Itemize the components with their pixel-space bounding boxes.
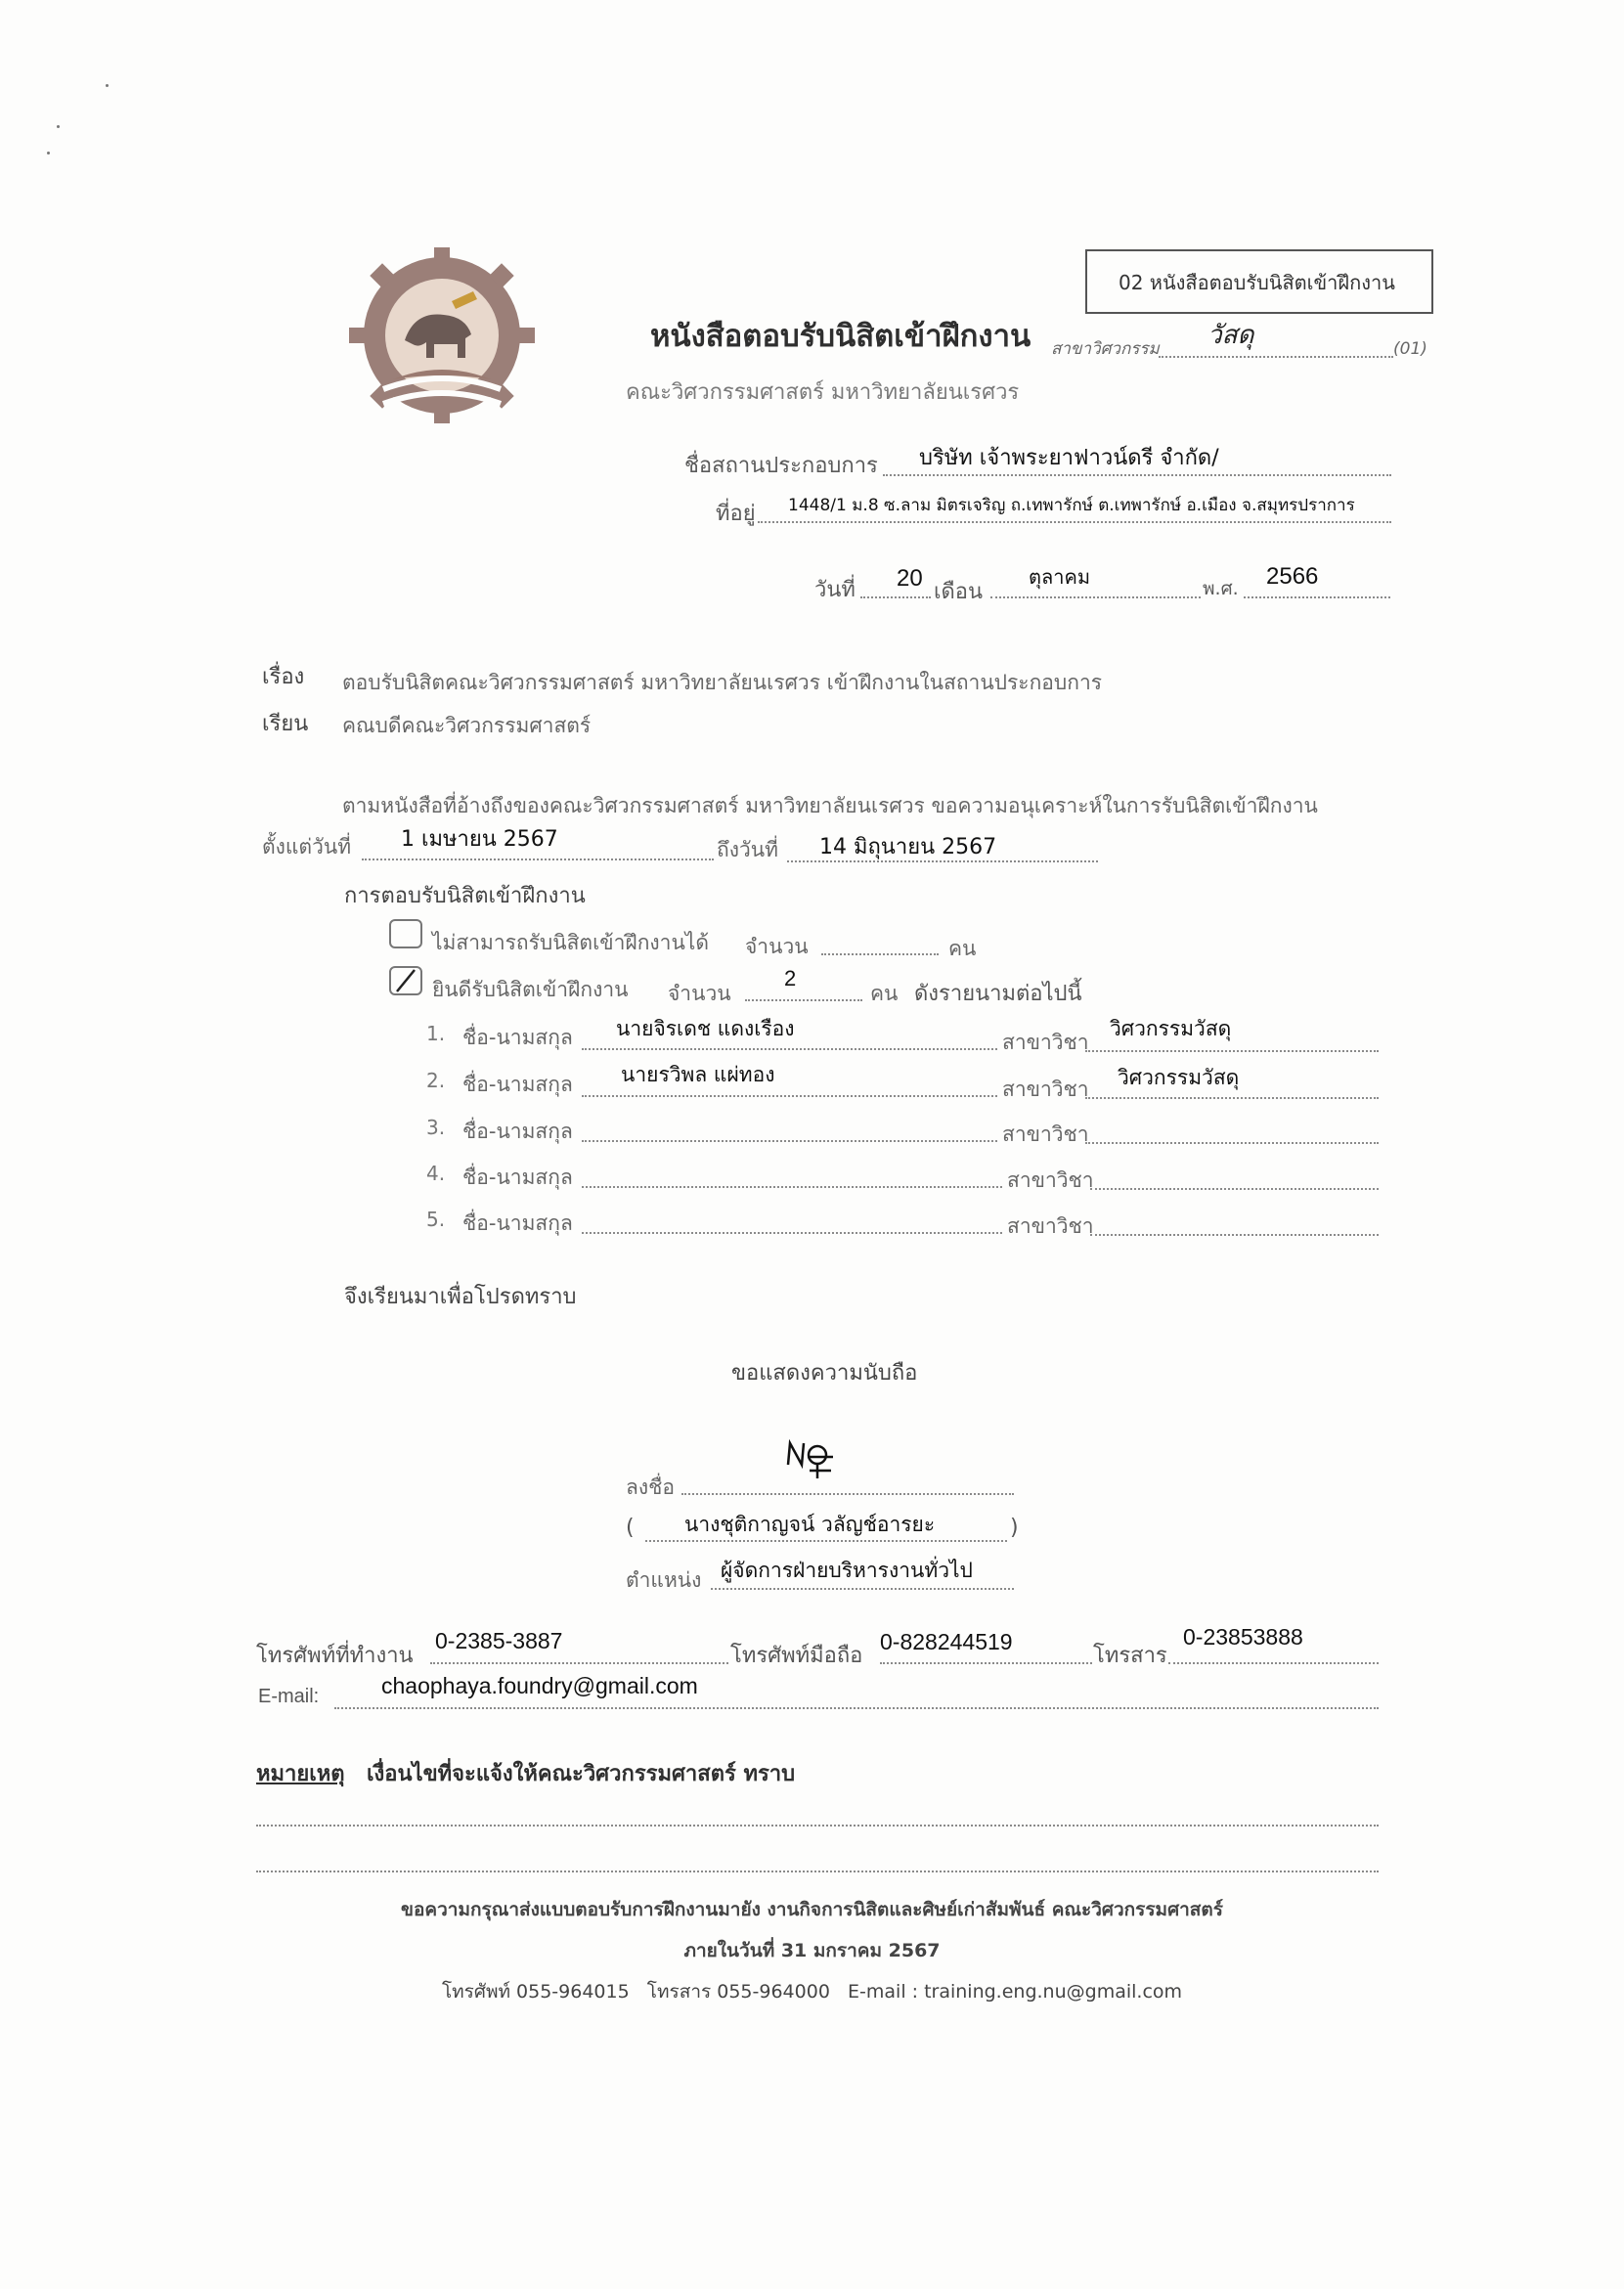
student-name-label: ชื่อ-นามสกุล [462, 1166, 573, 1189]
form-code-box-text: 02 หนังสือตอบรับนิสิตเข้าฝึกงาน [1119, 271, 1395, 294]
major-label: สาขาวิศวกรรม [1051, 339, 1160, 359]
fax-dotline [1168, 1662, 1379, 1664]
mobile-label: โทรศัพท์มือถือ [730, 1644, 863, 1668]
footer-line-2: ภายในวันที่ 31 มกราคม 2567 [683, 1940, 941, 1961]
date-year-dotline [1244, 596, 1390, 598]
to-label: เรียน [262, 712, 309, 736]
acceptance-heading: การตอบรับนิสิตเข้าฝึกงาน [344, 884, 586, 908]
date-month-label: เดือน [934, 580, 984, 604]
date-month-value: ตุลาคม [1029, 565, 1091, 589]
body-to-label: ถึงวันที่ [717, 838, 778, 861]
date-year-label: พ.ศ. [1203, 578, 1239, 599]
document-subtitle: คณะวิศวกรรมศาสตร์ มหาวิทยาลัยนเรศวร [626, 380, 1020, 405]
fax-label: โทรสาร [1093, 1644, 1167, 1668]
body-to-value: 14 มิถุนายน 2567 [819, 835, 997, 859]
reject-checkbox[interactable] [389, 919, 422, 948]
signer-name: นางชุติกาญจน์ วลัญช์อารยะ [684, 1513, 936, 1536]
company-name-label: ชื่อสถานประกอบการ [684, 454, 878, 478]
reject-option-label: ไม่สามารถรับนิสิตเข้าฝึกงานได้ [432, 931, 710, 954]
email-dotline [334, 1707, 1379, 1709]
student-major-dotline [1090, 1234, 1379, 1236]
sign-label: ลงชื่อ [626, 1475, 675, 1499]
scan-speck [47, 152, 50, 154]
note-dotline [256, 1871, 1379, 1872]
form-code-box [1085, 249, 1433, 314]
student-major-label: สาขาวิชา [1007, 1168, 1094, 1192]
student-name-label: ชื่อ-นามสกุล [462, 1026, 573, 1049]
date-day-value: 20 [897, 565, 923, 592]
student-name-dotline [582, 1186, 1002, 1188]
office-phone-value: 0-2385-3887 [435, 1628, 563, 1653]
student-major-label: สาขาวิชา [1002, 1122, 1089, 1146]
student-name-label: ชื่อ-นามสกุล [462, 1073, 573, 1096]
body-from-label: ตั้งแต่วันที่ [262, 835, 352, 858]
note-label: หมายเหตุ [256, 1762, 345, 1786]
company-name-value: บริษัท เจ้าพระยาฟาวน์ดรี จำกัด/ [919, 446, 1219, 470]
handwritten-signature [782, 1435, 841, 1484]
student-name-label: ชื่อ-นามสกุล [462, 1120, 573, 1143]
body-intro: ตามหนังสือที่อ้างถึงของคณะวิศวกรรมศาสตร์ มหาวิทยาลัยนเรศวร ขอความอนุเคราะห์ในการรับนิสิตเข้าฝึกงาน [342, 794, 1318, 817]
student-name-dotline [582, 1232, 1002, 1234]
student-name-value: นายรวิพล แผ่ทอง [621, 1063, 775, 1086]
position-label: ตำแหน่ง [626, 1568, 702, 1592]
document-title: หนังสือตอบรับนิสิตเข้าฝึกงาน [650, 319, 1031, 354]
student-major-dotline [1090, 1188, 1379, 1190]
signer-close-paren: ) [1010, 1516, 1019, 1540]
reject-count-label: จำนวน [745, 935, 809, 958]
note-text: เงื่อนไขที่จะแจ้งให้คณะวิศวกรรมศาสตร์ ทราบ [367, 1762, 796, 1786]
position-value: ผู้จัดการฝ่ายบริหารงานทั่วไป [721, 1559, 973, 1582]
faculty-logo [344, 242, 540, 428]
student-major-label: สาขาวิชา [1002, 1031, 1089, 1054]
student-name-dotline [582, 1095, 997, 1097]
student-number: 3. [426, 1116, 446, 1139]
date-month-dotline [990, 596, 1201, 598]
accept-count-dotline [745, 999, 862, 1001]
student-name-dotline [582, 1140, 997, 1142]
form-code: (01) [1393, 339, 1427, 359]
student-name-dotline [582, 1048, 997, 1050]
signer-open-paren: ( [626, 1516, 635, 1540]
closing-regards: ขอแสดงความนับถือ [731, 1361, 918, 1386]
student-major-label: สาขาวิชา [1007, 1214, 1094, 1238]
major-value: วัสดุ [1207, 320, 1254, 349]
email-value: chaophaya.foundry@gmail.com [381, 1673, 698, 1698]
body-from-dotline [362, 858, 714, 860]
student-major-label: สาขาวิชา [1002, 1078, 1089, 1101]
accept-count-label: จำนวน [668, 982, 731, 1005]
accept-list-label: ดังรายนามต่อไปนี้ [914, 982, 1082, 1006]
date-day-dotline [860, 596, 931, 598]
student-major-dotline [1085, 1097, 1379, 1099]
accept-checkbox[interactable] [389, 966, 422, 995]
scan-speck [57, 125, 60, 128]
mobile-value: 0-828244519 [880, 1629, 1013, 1654]
note-dotline [256, 1825, 1379, 1827]
student-name-label: ชื่อ-นามสกุล [462, 1211, 573, 1235]
date-day-label: วันที่ [814, 578, 856, 602]
major-dotline [1159, 356, 1393, 358]
subject-text: ตอบรับนิสิตคณะวิศวกรรมศาสตร์ มหาวิทยาลัยนเรศวร เข้าฝึกงานในสถานประกอบการ [342, 671, 1103, 694]
student-major-value: วิศวกรรมวัสดุ [1118, 1066, 1240, 1089]
company-name-dotline [883, 474, 1391, 476]
footer-line-3: โทรศัพท์ 055-964015 โทรสาร 055-964000 E-mail : training.eng.nu@gmail.com [441, 1981, 1183, 2003]
closing-line: จึงเรียนมาเพื่อโปรดทราบ [344, 1285, 577, 1309]
address-label: ที่อยู่ [716, 502, 756, 526]
student-major-dotline [1085, 1050, 1379, 1052]
body-from-value: 1 เมษายน 2567 [401, 827, 558, 852]
address-value: 1448/1 ม.8 ซ.ลาม มิตรเจริญ ถ.เทพารักษ์ ต.เทพารักษ์ อ.เมือง จ.สมุทรปราการ [788, 496, 1355, 515]
scan-speck [106, 84, 109, 87]
student-number: 5. [426, 1208, 446, 1231]
fax-value: 0-23853888 [1183, 1624, 1303, 1650]
student-number: 1. [426, 1022, 446, 1045]
to-text: คณบดีคณะวิศวกรรมศาสตร์ [342, 714, 592, 737]
student-number: 4. [426, 1162, 446, 1185]
office-phone-label: โทรศัพท์ที่ทำงาน [256, 1644, 414, 1668]
position-dotline [711, 1588, 1014, 1590]
subject-label: เรื่อง [262, 665, 305, 689]
student-name-value: นายจิรเดช แดงเรือง [616, 1017, 795, 1040]
office-phone-dotline [430, 1662, 728, 1664]
accept-option-label: ยินดีรับนิสิตเข้าฝึกงาน [432, 978, 629, 1001]
mobile-dotline [880, 1662, 1092, 1664]
address-dotline [758, 521, 1391, 523]
email-label: E-mail: [258, 1686, 320, 1707]
date-year-value: 2566 [1266, 563, 1319, 590]
student-major-dotline [1085, 1142, 1379, 1144]
student-major-value: วิศวกรรมวัสดุ [1110, 1017, 1232, 1040]
accept-unit: คน [870, 982, 899, 1005]
reject-count-dotline [821, 953, 939, 955]
accept-count-value: 2 [784, 966, 797, 990]
footer-line-1: ขอความกรุณาส่งแบบตอบรับการฝึกงานมายัง งานกิจการนิสิตและศิษย์เก่าสัมพันธ์ คณะวิศวกรรมศาสตร์ [401, 1899, 1223, 1920]
reject-unit: คน [948, 937, 977, 960]
sign-dotline [681, 1493, 1014, 1495]
student-number: 2. [426, 1069, 446, 1092]
